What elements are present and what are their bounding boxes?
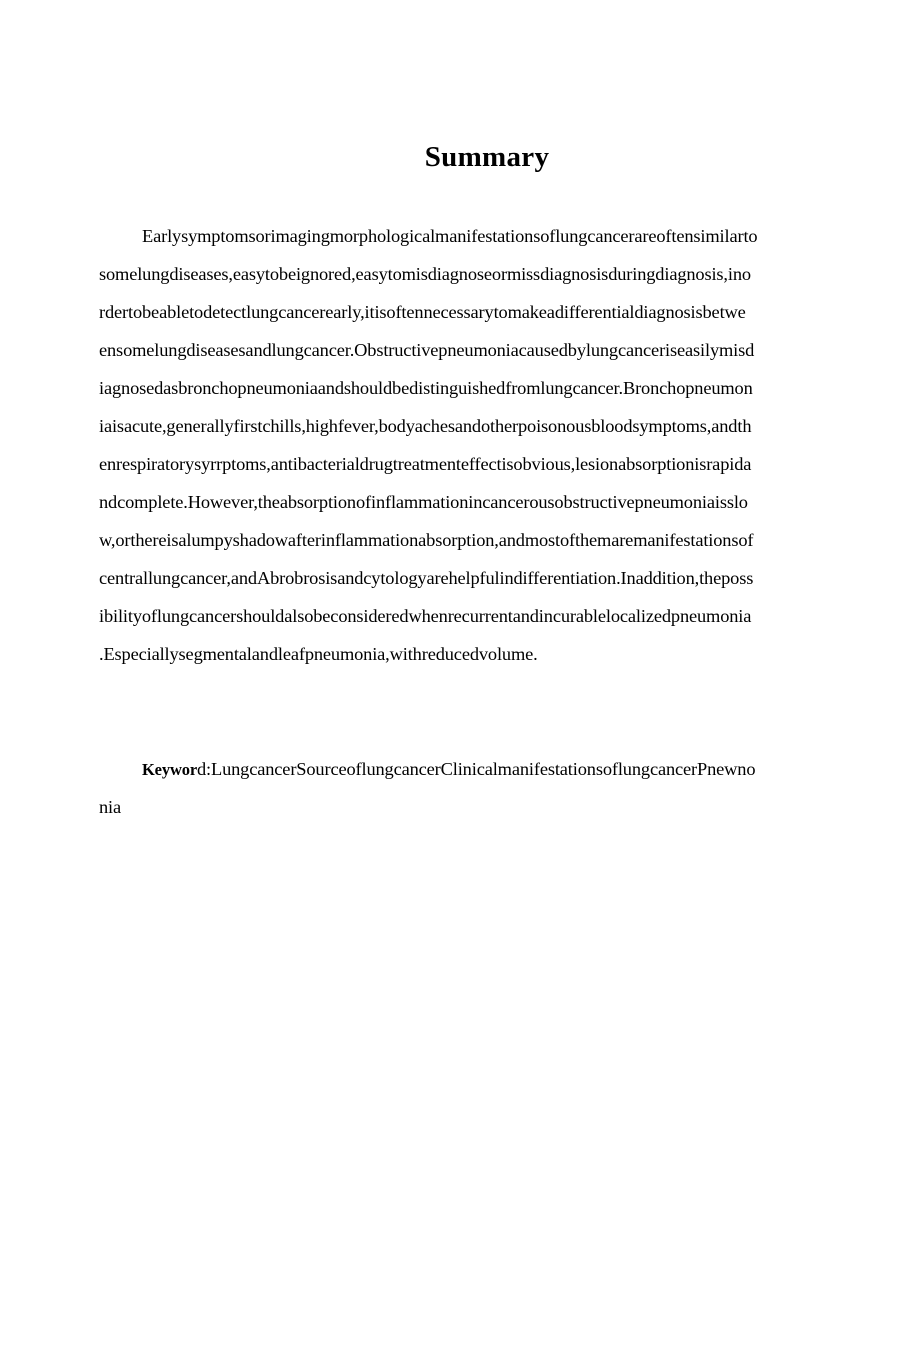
abstract-line: somelungdiseases,easytobeignored,easytomisdiagnoseormissdiagnosisduringdiagnosis,ino (99, 264, 751, 284)
abstract-line: rdertobeabletodetectlungcancerearly,itisoftennecessarytomakeadifferentialdiagnosisbetwe (99, 302, 746, 322)
keywords-section (99, 754, 829, 830)
keywords-line-continued: nia (99, 797, 122, 817)
abstract-line: ibilityoflungcancershouldalsobeconsideredwhenrecurrentandincurablelocalizedpneumonia (99, 606, 752, 626)
abstract-line: enrespiratorysyrrptoms,antibacterialdrugtreatmenteffectisobvious,lesionabsorptionisrapida (99, 454, 752, 474)
abstract-line: iaisacute,generallyfirstchills,highfever,bodyachesandotherpoisonousbloodsymptoms,andth (99, 416, 752, 436)
abstract-line: w,orthereisalumpyshadowafterinflammationabsorption,andmostofthemaremanifestationsof (99, 530, 754, 550)
abstract-line: centrallungcancer,andAbrobrosisandcytologyarehelpfulindifferentiation.Inaddition,theposs (99, 568, 754, 588)
keywords-label: Keywor (142, 760, 197, 779)
abstract-line: .Especiallysegmentalandleafpneumonia,withreducedvolume. (99, 644, 538, 664)
page-title: Summary (424, 141, 550, 173)
abstract-line: ndcomplete.However,theabsorptionofinflammationincancerousobstructivepneumoniaisslo (99, 492, 748, 512)
abstract-line: iagnosedasbronchopneumoniaandshouldbedistinguishedfromlungcancer.Bronchopneumon (99, 378, 753, 398)
abstract-paragraph (99, 221, 829, 677)
abstract-line: ensomelungdiseasesandlungcancer.Obstructivepneumoniacausedbylungcanceriseasilymisd (99, 340, 755, 360)
keywords-text: d:LungcancerSourceoflungcancerClinicalmanifestationsoflungcancerPnewno (197, 759, 756, 779)
abstract-line: Earlysymptomsorimagingmorphologicalmanifestationsoflungcancerareoftensimilarto (142, 226, 758, 246)
keywords-line (99, 754, 829, 792)
